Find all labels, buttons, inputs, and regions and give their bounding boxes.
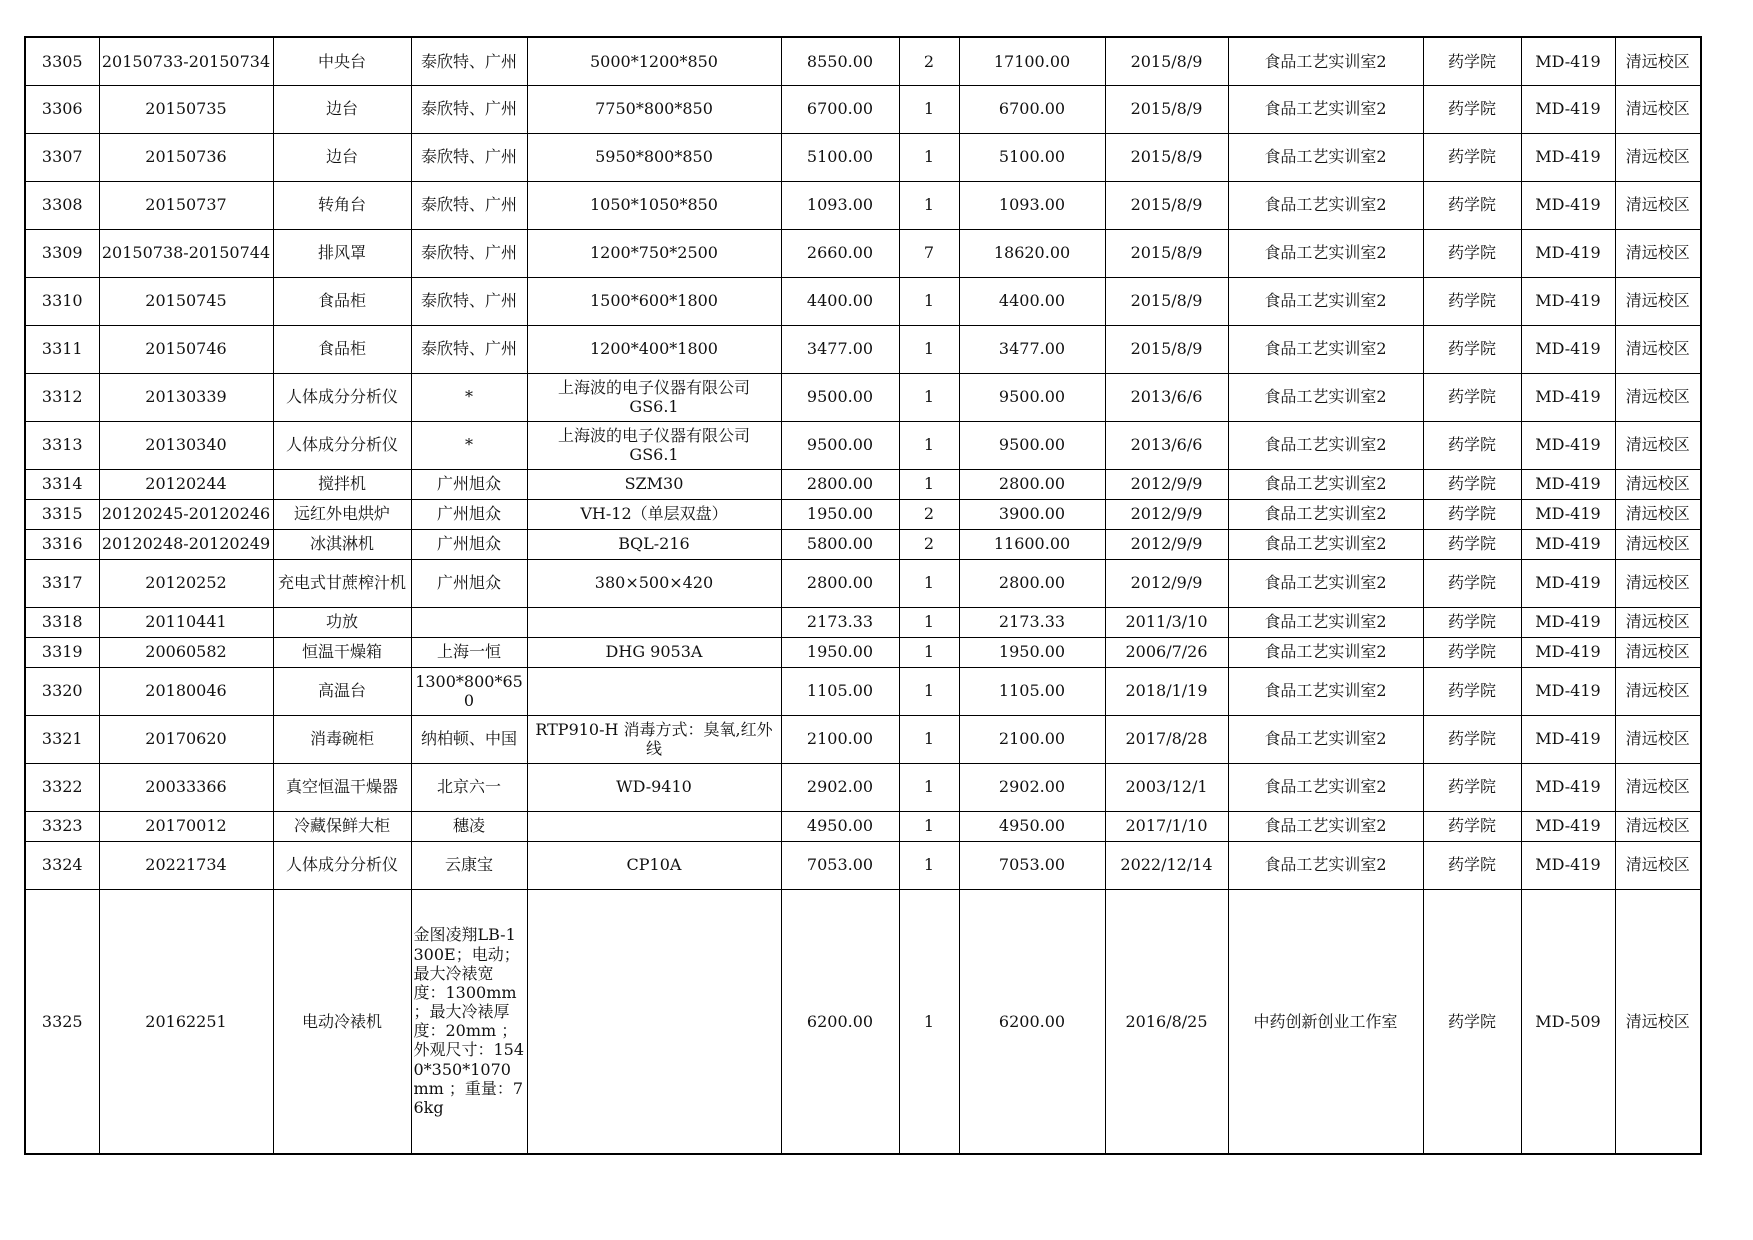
name-cell: 食品柜 bbox=[273, 325, 411, 373]
date-cell: 2006/7/26 bbox=[1105, 637, 1228, 667]
dept-cell: 药学院 bbox=[1423, 763, 1521, 811]
unit-price-cell: 2173.33 bbox=[781, 607, 899, 637]
seq-cell: 3310 bbox=[25, 277, 99, 325]
room-cell: MD-419 bbox=[1521, 469, 1615, 499]
dept-cell: 药学院 bbox=[1423, 421, 1521, 469]
unit-price-cell: 7053.00 bbox=[781, 841, 899, 889]
table-row bbox=[25, 499, 1701, 529]
qty-cell: 1 bbox=[899, 889, 959, 1154]
location-cell: 食品工艺实训室2 bbox=[1228, 529, 1423, 559]
table-row bbox=[25, 469, 1701, 499]
room-cell: MD-419 bbox=[1521, 667, 1615, 715]
asset-id-cell: 20150733-20150734 bbox=[99, 37, 273, 85]
room-cell: MD-419 bbox=[1521, 607, 1615, 637]
table-row bbox=[25, 841, 1701, 889]
unit-price-cell: 8550.00 bbox=[781, 37, 899, 85]
unit-price-cell: 4400.00 bbox=[781, 277, 899, 325]
qty-cell: 1 bbox=[899, 841, 959, 889]
brand-cell: 金图凌翔LB-1300E；电动；最大冷裱宽度：1300mm ；最大冷裱厚度：20mm ；外观尺寸：1540*350*1070mm ；重量：76kg bbox=[411, 889, 527, 1154]
brand-cell: 1300*800*650 bbox=[411, 667, 527, 715]
table-row bbox=[25, 85, 1701, 133]
brand-cell: 泰欣特、广州 bbox=[411, 133, 527, 181]
date-cell: 2015/8/9 bbox=[1105, 229, 1228, 277]
name-cell: 转角台 bbox=[273, 181, 411, 229]
asset-id-cell: 20120252 bbox=[99, 559, 273, 607]
brand-cell: 云康宝 bbox=[411, 841, 527, 889]
date-cell: 2015/8/9 bbox=[1105, 37, 1228, 85]
model-cell: 上海波的电子仪器有限公司 GS6.1 bbox=[527, 421, 781, 469]
amount-cell: 3477.00 bbox=[959, 325, 1105, 373]
seq-cell: 3315 bbox=[25, 499, 99, 529]
asset-id-cell: 20150745 bbox=[99, 277, 273, 325]
name-cell: 边台 bbox=[273, 133, 411, 181]
dept-cell: 药学院 bbox=[1423, 841, 1521, 889]
model-cell: 上海波的电子仪器有限公司 GS6.1 bbox=[527, 373, 781, 421]
brand-cell: 广州旭众 bbox=[411, 469, 527, 499]
asset-id-cell: 20162251 bbox=[99, 889, 273, 1154]
dept-cell: 药学院 bbox=[1423, 181, 1521, 229]
model-cell: 7750*800*850 bbox=[527, 85, 781, 133]
model-cell: RTP910-H 消毒方式：臭氧,红外线 bbox=[527, 715, 781, 763]
seq-cell: 3316 bbox=[25, 529, 99, 559]
table-body bbox=[25, 37, 1701, 1154]
dept-cell: 药学院 bbox=[1423, 373, 1521, 421]
amount-cell: 2100.00 bbox=[959, 715, 1105, 763]
location-cell: 食品工艺实训室2 bbox=[1228, 637, 1423, 667]
qty-cell: 1 bbox=[899, 715, 959, 763]
name-cell: 冷藏保鲜大柜 bbox=[273, 811, 411, 841]
qty-cell: 1 bbox=[899, 469, 959, 499]
room-cell: MD-419 bbox=[1521, 637, 1615, 667]
campus-cell: 清远校区 bbox=[1615, 421, 1701, 469]
amount-cell: 1950.00 bbox=[959, 637, 1105, 667]
date-cell: 2015/8/9 bbox=[1105, 181, 1228, 229]
brand-cell: * bbox=[411, 421, 527, 469]
table-row bbox=[25, 559, 1701, 607]
room-cell: MD-419 bbox=[1521, 229, 1615, 277]
location-cell: 食品工艺实训室2 bbox=[1228, 421, 1423, 469]
amount-cell: 4950.00 bbox=[959, 811, 1105, 841]
model-cell: WD-9410 bbox=[527, 763, 781, 811]
campus-cell: 清远校区 bbox=[1615, 37, 1701, 85]
campus-cell: 清远校区 bbox=[1615, 763, 1701, 811]
asset-id-cell: 20130340 bbox=[99, 421, 273, 469]
campus-cell: 清远校区 bbox=[1615, 325, 1701, 373]
room-cell: MD-419 bbox=[1521, 715, 1615, 763]
qty-cell: 2 bbox=[899, 37, 959, 85]
asset-id-cell: 20120245-20120246 bbox=[99, 499, 273, 529]
seq-cell: 3309 bbox=[25, 229, 99, 277]
room-cell: MD-419 bbox=[1521, 499, 1615, 529]
qty-cell: 1 bbox=[899, 637, 959, 667]
dept-cell: 药学院 bbox=[1423, 499, 1521, 529]
table-row bbox=[25, 607, 1701, 637]
unit-price-cell: 3477.00 bbox=[781, 325, 899, 373]
room-cell: MD-419 bbox=[1521, 133, 1615, 181]
brand-cell bbox=[411, 607, 527, 637]
brand-cell: 泰欣特、广州 bbox=[411, 277, 527, 325]
seq-cell: 3324 bbox=[25, 841, 99, 889]
room-cell: MD-509 bbox=[1521, 889, 1615, 1154]
name-cell: 边台 bbox=[273, 85, 411, 133]
campus-cell: 清远校区 bbox=[1615, 637, 1701, 667]
name-cell: 充电式甘蔗榨汁机 bbox=[273, 559, 411, 607]
qty-cell: 1 bbox=[899, 811, 959, 841]
room-cell: MD-419 bbox=[1521, 37, 1615, 85]
unit-price-cell: 1105.00 bbox=[781, 667, 899, 715]
room-cell: MD-419 bbox=[1521, 811, 1615, 841]
model-cell bbox=[527, 667, 781, 715]
qty-cell: 2 bbox=[899, 529, 959, 559]
name-cell: 电动冷裱机 bbox=[273, 889, 411, 1154]
model-cell: 1050*1050*850 bbox=[527, 181, 781, 229]
seq-cell: 3306 bbox=[25, 85, 99, 133]
unit-price-cell: 6200.00 bbox=[781, 889, 899, 1154]
unit-price-cell: 5800.00 bbox=[781, 529, 899, 559]
dept-cell: 药学院 bbox=[1423, 811, 1521, 841]
location-cell: 中药创新创业工作室 bbox=[1228, 889, 1423, 1154]
brand-cell: * bbox=[411, 373, 527, 421]
brand-cell: 穗凌 bbox=[411, 811, 527, 841]
dept-cell: 药学院 bbox=[1423, 889, 1521, 1154]
campus-cell: 清远校区 bbox=[1615, 85, 1701, 133]
seq-cell: 3305 bbox=[25, 37, 99, 85]
date-cell: 2018/1/19 bbox=[1105, 667, 1228, 715]
amount-cell: 2173.33 bbox=[959, 607, 1105, 637]
campus-cell: 清远校区 bbox=[1615, 607, 1701, 637]
location-cell: 食品工艺实训室2 bbox=[1228, 811, 1423, 841]
model-cell: DHG 9053A bbox=[527, 637, 781, 667]
unit-price-cell: 1950.00 bbox=[781, 499, 899, 529]
seq-cell: 3317 bbox=[25, 559, 99, 607]
campus-cell: 清远校区 bbox=[1615, 469, 1701, 499]
location-cell: 食品工艺实训室2 bbox=[1228, 499, 1423, 529]
name-cell: 高温台 bbox=[273, 667, 411, 715]
table-row bbox=[25, 37, 1701, 85]
campus-cell: 清远校区 bbox=[1615, 529, 1701, 559]
amount-cell: 4400.00 bbox=[959, 277, 1105, 325]
asset-id-cell: 20033366 bbox=[99, 763, 273, 811]
seq-cell: 3314 bbox=[25, 469, 99, 499]
seq-cell: 3318 bbox=[25, 607, 99, 637]
location-cell: 食品工艺实训室2 bbox=[1228, 469, 1423, 499]
asset-id-cell: 20150736 bbox=[99, 133, 273, 181]
room-cell: MD-419 bbox=[1521, 559, 1615, 607]
amount-cell: 9500.00 bbox=[959, 421, 1105, 469]
model-cell bbox=[527, 889, 781, 1154]
seq-cell: 3320 bbox=[25, 667, 99, 715]
location-cell: 食品工艺实训室2 bbox=[1228, 133, 1423, 181]
date-cell: 2016/8/25 bbox=[1105, 889, 1228, 1154]
date-cell: 2017/8/28 bbox=[1105, 715, 1228, 763]
unit-price-cell: 9500.00 bbox=[781, 373, 899, 421]
model-cell bbox=[527, 811, 781, 841]
name-cell: 真空恒温干燥器 bbox=[273, 763, 411, 811]
dept-cell: 药学院 bbox=[1423, 85, 1521, 133]
amount-cell: 6700.00 bbox=[959, 85, 1105, 133]
campus-cell: 清远校区 bbox=[1615, 373, 1701, 421]
asset-id-cell: 20110441 bbox=[99, 607, 273, 637]
asset-id-cell: 20150735 bbox=[99, 85, 273, 133]
model-cell: 5950*800*850 bbox=[527, 133, 781, 181]
qty-cell: 2 bbox=[899, 499, 959, 529]
qty-cell: 7 bbox=[899, 229, 959, 277]
room-cell: MD-419 bbox=[1521, 763, 1615, 811]
amount-cell: 2800.00 bbox=[959, 469, 1105, 499]
unit-price-cell: 2902.00 bbox=[781, 763, 899, 811]
dept-cell: 药学院 bbox=[1423, 637, 1521, 667]
unit-price-cell: 1950.00 bbox=[781, 637, 899, 667]
model-cell: CP10A bbox=[527, 841, 781, 889]
campus-cell: 清远校区 bbox=[1615, 133, 1701, 181]
asset-id-cell: 20150738-20150744 bbox=[99, 229, 273, 277]
asset-table bbox=[24, 36, 1702, 1155]
model-cell: VH-12（单层双盘） bbox=[527, 499, 781, 529]
dept-cell: 药学院 bbox=[1423, 325, 1521, 373]
date-cell: 2013/6/6 bbox=[1105, 421, 1228, 469]
unit-price-cell: 2100.00 bbox=[781, 715, 899, 763]
dept-cell: 药学院 bbox=[1423, 133, 1521, 181]
model-cell: 380×500×420 bbox=[527, 559, 781, 607]
location-cell: 食品工艺实训室2 bbox=[1228, 607, 1423, 637]
table-row bbox=[25, 421, 1701, 469]
dept-cell: 药学院 bbox=[1423, 607, 1521, 637]
date-cell: 2015/8/9 bbox=[1105, 133, 1228, 181]
unit-price-cell: 2660.00 bbox=[781, 229, 899, 277]
brand-cell: 泰欣特、广州 bbox=[411, 37, 527, 85]
brand-cell: 纳柏顿、中国 bbox=[411, 715, 527, 763]
name-cell: 人体成分分析仪 bbox=[273, 373, 411, 421]
location-cell: 食品工艺实训室2 bbox=[1228, 667, 1423, 715]
date-cell: 2012/9/9 bbox=[1105, 499, 1228, 529]
room-cell: MD-419 bbox=[1521, 277, 1615, 325]
location-cell: 食品工艺实训室2 bbox=[1228, 559, 1423, 607]
brand-cell: 广州旭众 bbox=[411, 499, 527, 529]
table-row bbox=[25, 181, 1701, 229]
table-row bbox=[25, 529, 1701, 559]
unit-price-cell: 2800.00 bbox=[781, 559, 899, 607]
qty-cell: 1 bbox=[899, 325, 959, 373]
date-cell: 2013/6/6 bbox=[1105, 373, 1228, 421]
name-cell: 中央台 bbox=[273, 37, 411, 85]
dept-cell: 药学院 bbox=[1423, 277, 1521, 325]
table-row bbox=[25, 715, 1701, 763]
date-cell: 2015/8/9 bbox=[1105, 277, 1228, 325]
model-cell: BQL-216 bbox=[527, 529, 781, 559]
amount-cell: 2902.00 bbox=[959, 763, 1105, 811]
asset-id-cell: 20221734 bbox=[99, 841, 273, 889]
dept-cell: 药学院 bbox=[1423, 229, 1521, 277]
brand-cell: 上海一恒 bbox=[411, 637, 527, 667]
asset-id-cell: 20170012 bbox=[99, 811, 273, 841]
name-cell: 消毒碗柜 bbox=[273, 715, 411, 763]
campus-cell: 清远校区 bbox=[1615, 841, 1701, 889]
location-cell: 食品工艺实训室2 bbox=[1228, 763, 1423, 811]
name-cell: 食品柜 bbox=[273, 277, 411, 325]
location-cell: 食品工艺实训室2 bbox=[1228, 37, 1423, 85]
qty-cell: 1 bbox=[899, 607, 959, 637]
room-cell: MD-419 bbox=[1521, 421, 1615, 469]
seq-cell: 3313 bbox=[25, 421, 99, 469]
seq-cell: 3307 bbox=[25, 133, 99, 181]
campus-cell: 清远校区 bbox=[1615, 667, 1701, 715]
table-row bbox=[25, 229, 1701, 277]
seq-cell: 3321 bbox=[25, 715, 99, 763]
model-cell: 1200*400*1800 bbox=[527, 325, 781, 373]
location-cell: 食品工艺实训室2 bbox=[1228, 325, 1423, 373]
date-cell: 2012/9/9 bbox=[1105, 469, 1228, 499]
name-cell: 排风罩 bbox=[273, 229, 411, 277]
dept-cell: 药学院 bbox=[1423, 667, 1521, 715]
model-cell: SZM30 bbox=[527, 469, 781, 499]
dept-cell: 药学院 bbox=[1423, 715, 1521, 763]
unit-price-cell: 2800.00 bbox=[781, 469, 899, 499]
table-row bbox=[25, 277, 1701, 325]
date-cell: 2003/12/1 bbox=[1105, 763, 1228, 811]
date-cell: 2022/12/14 bbox=[1105, 841, 1228, 889]
qty-cell: 1 bbox=[899, 667, 959, 715]
table-row bbox=[25, 133, 1701, 181]
unit-price-cell: 4950.00 bbox=[781, 811, 899, 841]
asset-id-cell: 20060582 bbox=[99, 637, 273, 667]
amount-cell: 9500.00 bbox=[959, 373, 1105, 421]
seq-cell: 3308 bbox=[25, 181, 99, 229]
room-cell: MD-419 bbox=[1521, 85, 1615, 133]
campus-cell: 清远校区 bbox=[1615, 715, 1701, 763]
location-cell: 食品工艺实训室2 bbox=[1228, 85, 1423, 133]
amount-cell: 5100.00 bbox=[959, 133, 1105, 181]
campus-cell: 清远校区 bbox=[1615, 499, 1701, 529]
unit-price-cell: 5100.00 bbox=[781, 133, 899, 181]
location-cell: 食品工艺实训室2 bbox=[1228, 229, 1423, 277]
asset-id-cell: 20130339 bbox=[99, 373, 273, 421]
amount-cell: 3900.00 bbox=[959, 499, 1105, 529]
table-row bbox=[25, 373, 1701, 421]
amount-cell: 7053.00 bbox=[959, 841, 1105, 889]
campus-cell: 清远校区 bbox=[1615, 559, 1701, 607]
amount-cell: 1093.00 bbox=[959, 181, 1105, 229]
table-row bbox=[25, 763, 1701, 811]
dept-cell: 药学院 bbox=[1423, 37, 1521, 85]
date-cell: 2012/9/9 bbox=[1105, 529, 1228, 559]
campus-cell: 清远校区 bbox=[1615, 277, 1701, 325]
qty-cell: 1 bbox=[899, 373, 959, 421]
asset-id-cell: 20120244 bbox=[99, 469, 273, 499]
campus-cell: 清远校区 bbox=[1615, 229, 1701, 277]
room-cell: MD-419 bbox=[1521, 373, 1615, 421]
qty-cell: 1 bbox=[899, 181, 959, 229]
unit-price-cell: 6700.00 bbox=[781, 85, 899, 133]
campus-cell: 清远校区 bbox=[1615, 889, 1701, 1154]
date-cell: 2015/8/9 bbox=[1105, 325, 1228, 373]
brand-cell: 泰欣特、广州 bbox=[411, 85, 527, 133]
dept-cell: 药学院 bbox=[1423, 469, 1521, 499]
location-cell: 食品工艺实训室2 bbox=[1228, 181, 1423, 229]
name-cell: 功放 bbox=[273, 607, 411, 637]
name-cell: 远红外电烘炉 bbox=[273, 499, 411, 529]
date-cell: 2011/3/10 bbox=[1105, 607, 1228, 637]
qty-cell: 1 bbox=[899, 421, 959, 469]
model-cell bbox=[527, 607, 781, 637]
unit-price-cell: 9500.00 bbox=[781, 421, 899, 469]
qty-cell: 1 bbox=[899, 559, 959, 607]
dept-cell: 药学院 bbox=[1423, 559, 1521, 607]
location-cell: 食品工艺实训室2 bbox=[1228, 277, 1423, 325]
seq-cell: 3312 bbox=[25, 373, 99, 421]
brand-cell: 泰欣特、广州 bbox=[411, 229, 527, 277]
unit-price-cell: 1093.00 bbox=[781, 181, 899, 229]
amount-cell: 17100.00 bbox=[959, 37, 1105, 85]
model-cell: 1500*600*1800 bbox=[527, 277, 781, 325]
room-cell: MD-419 bbox=[1521, 181, 1615, 229]
seq-cell: 3319 bbox=[25, 637, 99, 667]
seq-cell: 3322 bbox=[25, 763, 99, 811]
qty-cell: 1 bbox=[899, 277, 959, 325]
table-row bbox=[25, 637, 1701, 667]
campus-cell: 清远校区 bbox=[1615, 811, 1701, 841]
campus-cell: 清远校区 bbox=[1615, 181, 1701, 229]
name-cell: 搅拌机 bbox=[273, 469, 411, 499]
location-cell: 食品工艺实训室2 bbox=[1228, 373, 1423, 421]
brand-cell: 广州旭众 bbox=[411, 559, 527, 607]
location-cell: 食品工艺实训室2 bbox=[1228, 715, 1423, 763]
asset-id-cell: 20150746 bbox=[99, 325, 273, 373]
seq-cell: 3323 bbox=[25, 811, 99, 841]
brand-cell: 北京六一 bbox=[411, 763, 527, 811]
seq-cell: 3325 bbox=[25, 889, 99, 1154]
table-row bbox=[25, 889, 1701, 1154]
asset-id-cell: 20180046 bbox=[99, 667, 273, 715]
location-cell: 食品工艺实训室2 bbox=[1228, 841, 1423, 889]
date-cell: 2015/8/9 bbox=[1105, 85, 1228, 133]
name-cell: 人体成分分析仪 bbox=[273, 421, 411, 469]
asset-id-cell: 20170620 bbox=[99, 715, 273, 763]
room-cell: MD-419 bbox=[1521, 841, 1615, 889]
qty-cell: 1 bbox=[899, 133, 959, 181]
qty-cell: 1 bbox=[899, 85, 959, 133]
amount-cell: 11600.00 bbox=[959, 529, 1105, 559]
amount-cell: 1105.00 bbox=[959, 667, 1105, 715]
asset-id-cell: 20150737 bbox=[99, 181, 273, 229]
brand-cell: 泰欣特、广州 bbox=[411, 181, 527, 229]
name-cell: 冰淇淋机 bbox=[273, 529, 411, 559]
table-row bbox=[25, 667, 1701, 715]
seq-cell: 3311 bbox=[25, 325, 99, 373]
room-cell: MD-419 bbox=[1521, 325, 1615, 373]
model-cell: 5000*1200*850 bbox=[527, 37, 781, 85]
amount-cell: 2800.00 bbox=[959, 559, 1105, 607]
room-cell: MD-419 bbox=[1521, 529, 1615, 559]
qty-cell: 1 bbox=[899, 763, 959, 811]
amount-cell: 6200.00 bbox=[959, 889, 1105, 1154]
brand-cell: 广州旭众 bbox=[411, 529, 527, 559]
table-row bbox=[25, 811, 1701, 841]
name-cell: 恒温干燥箱 bbox=[273, 637, 411, 667]
date-cell: 2017/1/10 bbox=[1105, 811, 1228, 841]
model-cell: 1200*750*2500 bbox=[527, 229, 781, 277]
name-cell: 人体成分分析仪 bbox=[273, 841, 411, 889]
amount-cell: 18620.00 bbox=[959, 229, 1105, 277]
table-row bbox=[25, 325, 1701, 373]
brand-cell: 泰欣特、广州 bbox=[411, 325, 527, 373]
asset-id-cell: 20120248-20120249 bbox=[99, 529, 273, 559]
dept-cell: 药学院 bbox=[1423, 529, 1521, 559]
date-cell: 2012/9/9 bbox=[1105, 559, 1228, 607]
